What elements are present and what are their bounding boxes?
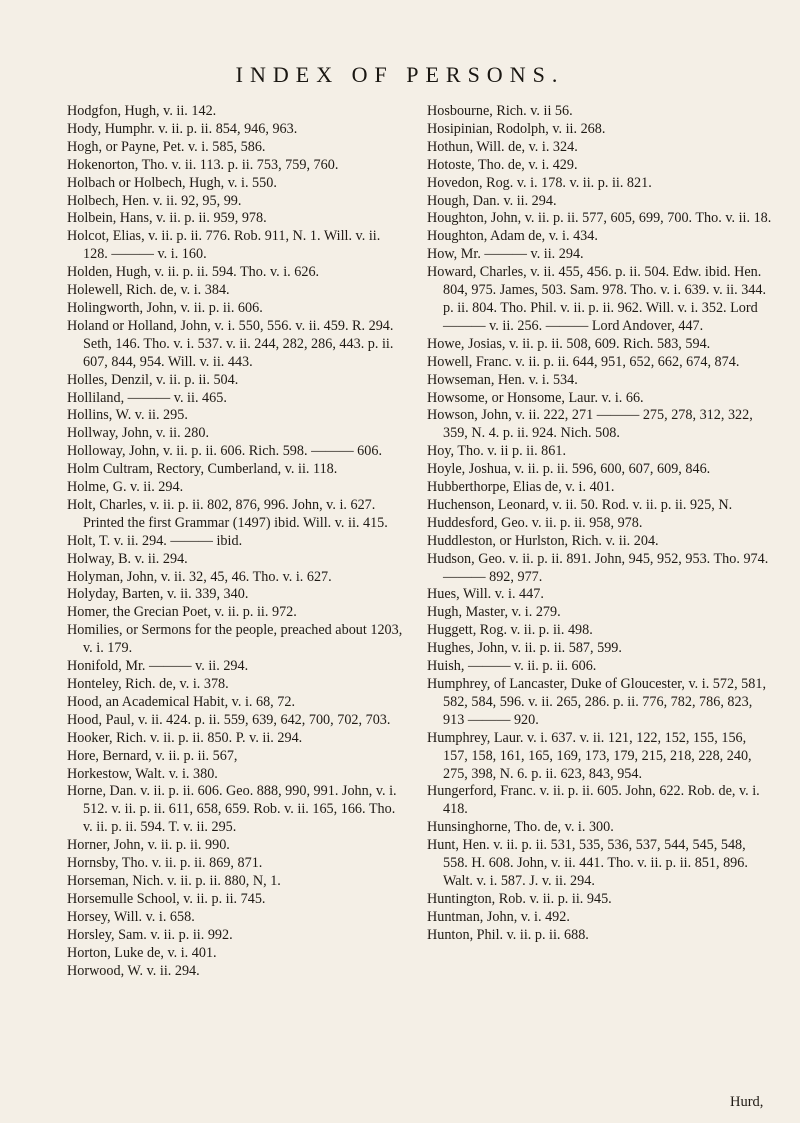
index-entry: Hokenorton, Tho. v. ii. 113. p. ii. 753, 759, 760. [67, 156, 339, 173]
index-entry: Horsey, Will. v. i. 658. [67, 908, 195, 925]
index-entry: Holingworth, John, v. ii. p. ii. 606. [67, 299, 263, 316]
index-entry: Holme, G. v. ii. 294. [67, 479, 184, 496]
index-entry: Hollway, John, v. ii. 280. [67, 425, 209, 442]
index-entry: Huddleston, or Hurlston, Rich. v. ii. 204. [427, 532, 659, 549]
index-entry: Hunton, Phil. v. ii. p. ii. 688. [427, 926, 589, 943]
index-entry: Horsemulle School, v. ii. p. ii. 745. [67, 890, 266, 907]
index-entry: Hoyle, Joshua, v. ii. p. ii. 596, 600, 607, 609, 846. [427, 461, 711, 478]
index-entry: Honifold, Mr. ——— v. ii. 294. [67, 658, 249, 675]
index-entry: Horner, John, v. ii. p. ii. 990. [67, 837, 230, 854]
index-entry: Huish, ——— v. ii. p. ii. 606. [427, 658, 597, 675]
index-entry: Horne, Dan. v. ii. p. ii. 606. Geo. 888, 990, 991. John, v. i. 512. v. ii. p. ii. 611, 658, 659. Rob. v. ii. 165, 166. Tho. v. ii. p. ii. 594. T. v. ii. 295. [67, 783, 397, 836]
left-column [67, 103, 407, 980]
index-entry: Hovedon, Rog. v. i. 178. v. ii. p. ii. 821. [427, 174, 652, 191]
index-entry: Holloway, John, v. ii. p. ii. 606. Rich. 598. ——— 606. [67, 443, 383, 460]
index-entry: Hooker, Rich. v. ii. p. ii. 850. P. v. ii. 294. [67, 729, 303, 746]
index-entry: Hoy, Tho. v. ii p. ii. 861. [427, 443, 566, 460]
index-entry: Hore, Bernard, v. ii. p. ii. 567, [67, 747, 238, 764]
index-entry: Hood, an Academical Habit, v. i. 68, 72. [67, 693, 295, 710]
index-entry: Homilies, or Sermons for the people, preached about 1203, v. i. 179. [67, 622, 403, 657]
index-entry: Holles, Denzil, v. ii. p. ii. 504. [67, 371, 239, 388]
index-entry: Howard, Charles, v. ii. 455, 456. p. ii. 504. Edw. ibid. Hen. 804, 975. James, 503. Sam. 978. Tho. v. i. 639. v. ii. 344. p. ii. 804. Tho. Phil. v. ii. p. ii. 962. Will. v. i. 352. Lord ——— v. ii. 256. ——— Lord Andover, 447. [427, 264, 767, 334]
index-entry: Hosbourne, Rich. v. ii 56. [427, 103, 573, 119]
index-entry: Huchenson, Leonard, v. ii. 50. Rod. v. ii. p. ii. 925, N. [427, 496, 733, 513]
index-entry: Horwood, W. v. ii. 294. [67, 962, 200, 979]
index-entry: Houghton, John, v. ii. p. ii. 577, 605, 699, 700. Tho. v. ii. 18. [427, 210, 772, 227]
index-entry: Holyday, Barten, v. ii. 339, 340. [67, 586, 249, 603]
index-entry: Holbein, Hans, v. ii. p. ii. 959, 978. [67, 210, 267, 227]
index-entry: Holyman, John, v. ii. 32, 45, 46. Tho. v. i. 627. [67, 568, 332, 585]
index-entry: Howson, John, v. ii. 222, 271 ——— 275, 278, 312, 322, 359, N. 4. p. ii. 924. Nich. 508. [427, 407, 753, 442]
index-entry: Holm Cultram, Rectory, Cumberland, v. ii. 118. [67, 461, 338, 478]
index-entry: How, Mr. ——— v. ii. 294. [427, 246, 584, 263]
index-entry: Huggett, Rog. v. ii. p. ii. 498. [427, 622, 593, 639]
index-entry: Holcot, Elias, v. ii. p. ii. 776. Rob. 911, N. 1. Will. v. ii. 128. ——— v. i. 160. [67, 228, 381, 263]
index-entry: Holt, T. v. ii. 294. ——— ibid. [67, 532, 243, 549]
index-entry: Hody, Humphr. v. ii. p. ii. 854, 946, 963. [67, 120, 298, 137]
index-entry: Hunsinghorne, Tho. de, v. i. 300. [427, 819, 614, 836]
index-entry: Hudson, Geo. v. ii. p. ii. 891. John, 945, 952, 953. Tho. 974. ——— 892, 977. [427, 550, 769, 585]
index-entry: Holewell, Rich. de, v. i. 384. [67, 282, 230, 299]
index-entry: Hollins, W. v. ii. 295. [67, 407, 188, 424]
index-entry: Holand or Holland, John, v. i. 550, 556. v. ii. 459. R. 294. Seth, 146. Tho. v. i. 537. v. ii. 244, 282, 286, 443. p. ii. 607, 844, 954. Will. v. ii. 443. [67, 317, 394, 370]
index-entry: Huntman, John, v. i. 492. [427, 908, 570, 925]
index-entry: Howsome, or Honsome, Laur. v. i. 66. [427, 389, 644, 406]
index-entry: Hubberthorpe, Elias de, v. i. 401. [427, 479, 615, 496]
index-entry: Hunt, Hen. v. ii. p. ii. 531, 535, 536, 537, 544, 545, 548, 558. H. 608. John, v. ii. 441. Tho. v. ii. p. ii. 851, 896. Walt. v. i. 587. J. v. ii. 294. [427, 837, 748, 889]
index-entry: Hues, Will. v. i. 447. [427, 586, 544, 603]
index-entry: Holden, Hugh, v. ii. p. ii. 594. Tho. v. i. 626. [67, 264, 320, 281]
index-entry: Howe, Josias, v. ii. p. ii. 508, 609. Rich. 583, 594. [427, 335, 711, 352]
index-entry: Huntington, Rob. v. ii. p. ii. 945. [427, 890, 612, 907]
index-entry: Horton, Luke de, v. i. 401. [67, 944, 217, 961]
index-entry: Hungerford, Franc. v. ii. p. ii. 605. John, 622. Rob. de, v. i. 418. [427, 783, 760, 818]
index-entry: Hugh, Master, v. i. 279. [427, 604, 561, 621]
index-entry: Houghton, Adam de, v. i. 434. [427, 228, 598, 245]
index-entry: Hotoste, Tho. de, v. i. 429. [427, 156, 578, 173]
index-entry: Horkestow, Walt. v. i. 380. [67, 765, 218, 782]
index-entry: Honteley, Rich. de, v. i. 378. [67, 676, 229, 692]
index-entry: Holliland, ——— v. ii. 465. [67, 389, 227, 406]
index-entry: Holbach or Holbech, Hugh, v. i. 550. [67, 174, 277, 191]
index-entry: Hood, Paul, v. ii. 424. p. ii. 559, 639, 642, 700, 702, 703. [67, 711, 391, 728]
index-entry: Hughes, John, v. ii. p. ii. 587, 599. [427, 640, 622, 657]
index-entry: Howseman, Hen. v. i. 534. [427, 371, 578, 388]
index-entry: Holt, Charles, v. ii. p. ii. 802, 876, 996. John, v. i. 627. Printed the first Grammar (1497) ibid. Will. v. ii. 415. [67, 496, 388, 531]
index-entry: Homer, the Grecian Poet, v. ii. p. ii. 972. [67, 604, 297, 621]
index-entry: Horsley, Sam. v. ii. p. ii. 992. [67, 926, 233, 943]
page-header: INDEX OF PERSONS. [235, 62, 565, 87]
index-entry: Holway, B. v. ii. 294. [67, 550, 188, 567]
index-entry: Humphrey, Laur. v. i. 637. v. ii. 121, 122, 152, 155, 156, 157, 158, 161, 165, 169, 173, 179, 215, 218, 228, 240, 275, 398, N. 6. p. ii. 623, 843, 954. [427, 729, 752, 782]
right-column [427, 103, 772, 945]
index-entry: Howell, Franc. v. ii. p. ii. 644, 951, 652, 662, 674, 874. [427, 353, 740, 370]
index-entry: Hosipinian, Rodolph, v. ii. 268. [427, 120, 606, 137]
catchword: Hurd, [730, 1094, 764, 1110]
index-entry: Huddesford, Geo. v. ii. p. ii. 958, 978. [427, 514, 643, 531]
index-entry: Humphrey, of Lancaster, Duke of Gloucester, v. i. 572, 581, 582, 584, 596. v. ii. 265, 286. p. ii. 776, 782, 786, 823, 913 ——— 920. [427, 676, 767, 728]
index-entry: Hough, Dan. v. ii. 294. [427, 192, 557, 209]
index-entry: Hogh, or Payne, Pet. v. i. 585, 586. [67, 138, 266, 155]
index-entry: Hornsby, Tho. v. ii. p. ii. 869, 871. [67, 855, 263, 872]
index-entry: Hothun, Will. de, v. i. 324. [427, 138, 578, 155]
index-entry: Horseman, Nich. v. ii. p. ii. 880, N, 1. [67, 872, 281, 889]
index-entry: Holbech, Hen. v. ii. 92, 95, 99. [67, 192, 242, 209]
index-entry: Hodgfon, Hugh, v. ii. 142. [67, 103, 217, 119]
